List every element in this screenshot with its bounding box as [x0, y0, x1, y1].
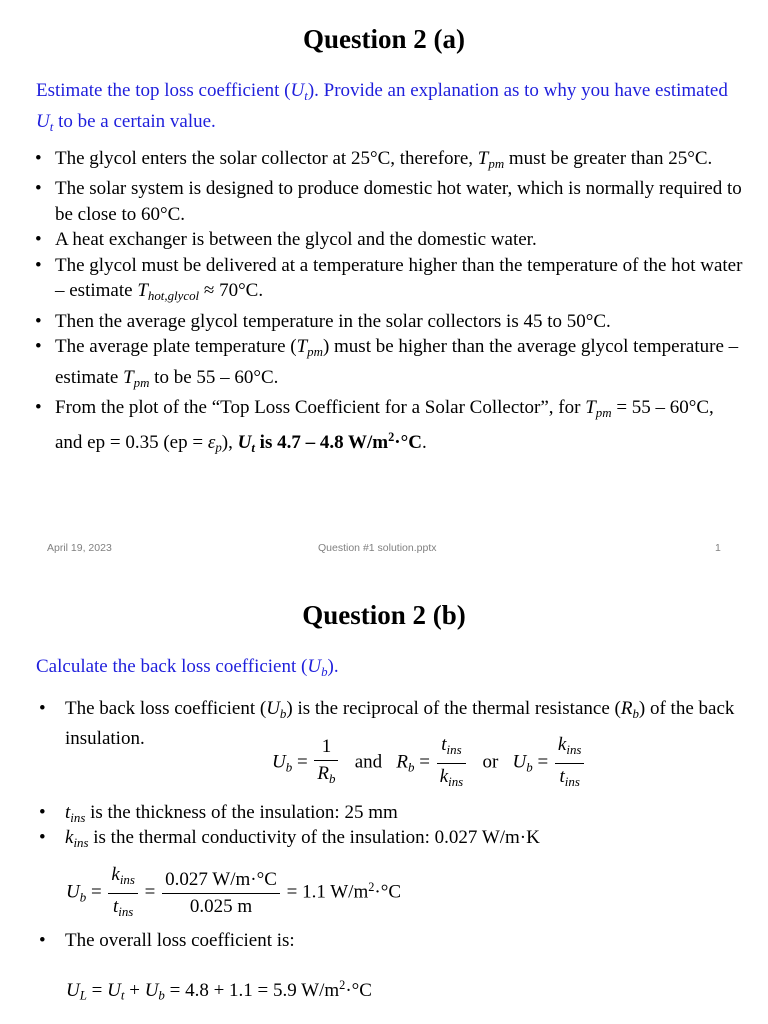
bullet-icon: •: [39, 827, 46, 848]
list-item: • The average plate temperature $(T_{pm})$ must be higher than the average glycol temperature – estimate $T_{pm}$ to be 55 – 60°C.: [35, 336, 739, 390]
equation-back-loss-value: $U_b$ = $\frac{k_{ins}}{t_{ins}}$ = $\frac{0.027 W/m\cdot^\circ C}{0.025 m}$ = 1.1 $W/m^2\cdot^\circ C$: [66, 864, 402, 919]
bullet-icon: •: [39, 930, 46, 951]
footer-date: April 19, 2023: [47, 542, 112, 554]
question-prompt: Calculate the back loss coefficient $(U_b)$.: [36, 656, 339, 679]
question-prompt: Estimate the top loss coefficient $(U_t)$. Provide an explanation as to why you have estimated $U_t$ to be a certain value.: [36, 80, 728, 134]
footer-filename: Question #1 solution.pptx: [318, 542, 437, 554]
list-item: • The solar system is designed to produce domestic hot water, which is normally required to be close to 60°C.: [35, 178, 742, 225]
list-item: • A heat exchanger is between the glycol and the domestic water.: [35, 227, 745, 253]
footer-page-number: 1: [715, 542, 721, 554]
list-item: • $k_{ins}$ is the thermal conductivity of the insulation: 0.027 W/m·K: [39, 827, 540, 850]
bullet-icon: •: [39, 802, 46, 823]
bullet-icon: •: [35, 229, 42, 251]
list-item: • The overall loss coefficient is:: [65, 928, 735, 954]
bullet-icon: •: [35, 336, 42, 358]
list-item: • The back loss coefficient $(U_b)$ is the reciprocal of the thermal resistance $(R_b)$ of the back insulation.: [39, 698, 735, 750]
equation-overall-loss: $U_L = U_t + U_b = 4.8 + 1.1 = 5.9$ $W/m^2\cdot^\circ C$: [66, 978, 372, 1003]
list-item: • From the plot of the “Top Loss Coefficient for a Solar Collector”, for $T_{pm} = 55 - 60^\circ C$, and ep = 0.35 $(ep = \varepsilon_p)$, $U_t$ is 4.7 – 4.8 $W/m^2\cdot^\circ C$.: [35, 397, 714, 456]
bullet-list: [35, 146, 745, 461]
slide-title: Question 2 (b): [302, 600, 466, 630]
slide-question-2b: [0, 578, 768, 1024]
bullet-icon: •: [35, 310, 42, 332]
slide-title: Question 2 (a): [303, 24, 465, 54]
equation-back-loss: $U_b$ = $\frac{1}{R_b}$ and $R_b$ = $\frac{t_{ins}}{k_{ins}}$ or $U_b$ = $\frac{k_{ins}}{t_{ins}}$: [272, 734, 586, 793]
list-item: • The glycol must be delivered at a temperature higher than the temperature of the hot water – estimate $T_{hot,glycol} \approx 70^\circ C$.: [35, 254, 743, 304]
bullet-icon: •: [35, 254, 42, 276]
bullet-icon: •: [39, 698, 46, 719]
bullet-icon: •: [35, 148, 42, 169]
bullet-icon: •: [35, 397, 42, 418]
list-item: • Then the average glycol temperature in the solar collectors is 45 to 50°C.: [35, 309, 745, 335]
bullet-icon: •: [35, 178, 42, 200]
list-item: • $t_{ins}$ is the thickness of the insulation: 25 mm: [39, 802, 398, 825]
list-item: • The glycol enters the solar collector at 25°C, therefore, $T_{pm}$ must be greater than 25°C.: [35, 148, 713, 171]
